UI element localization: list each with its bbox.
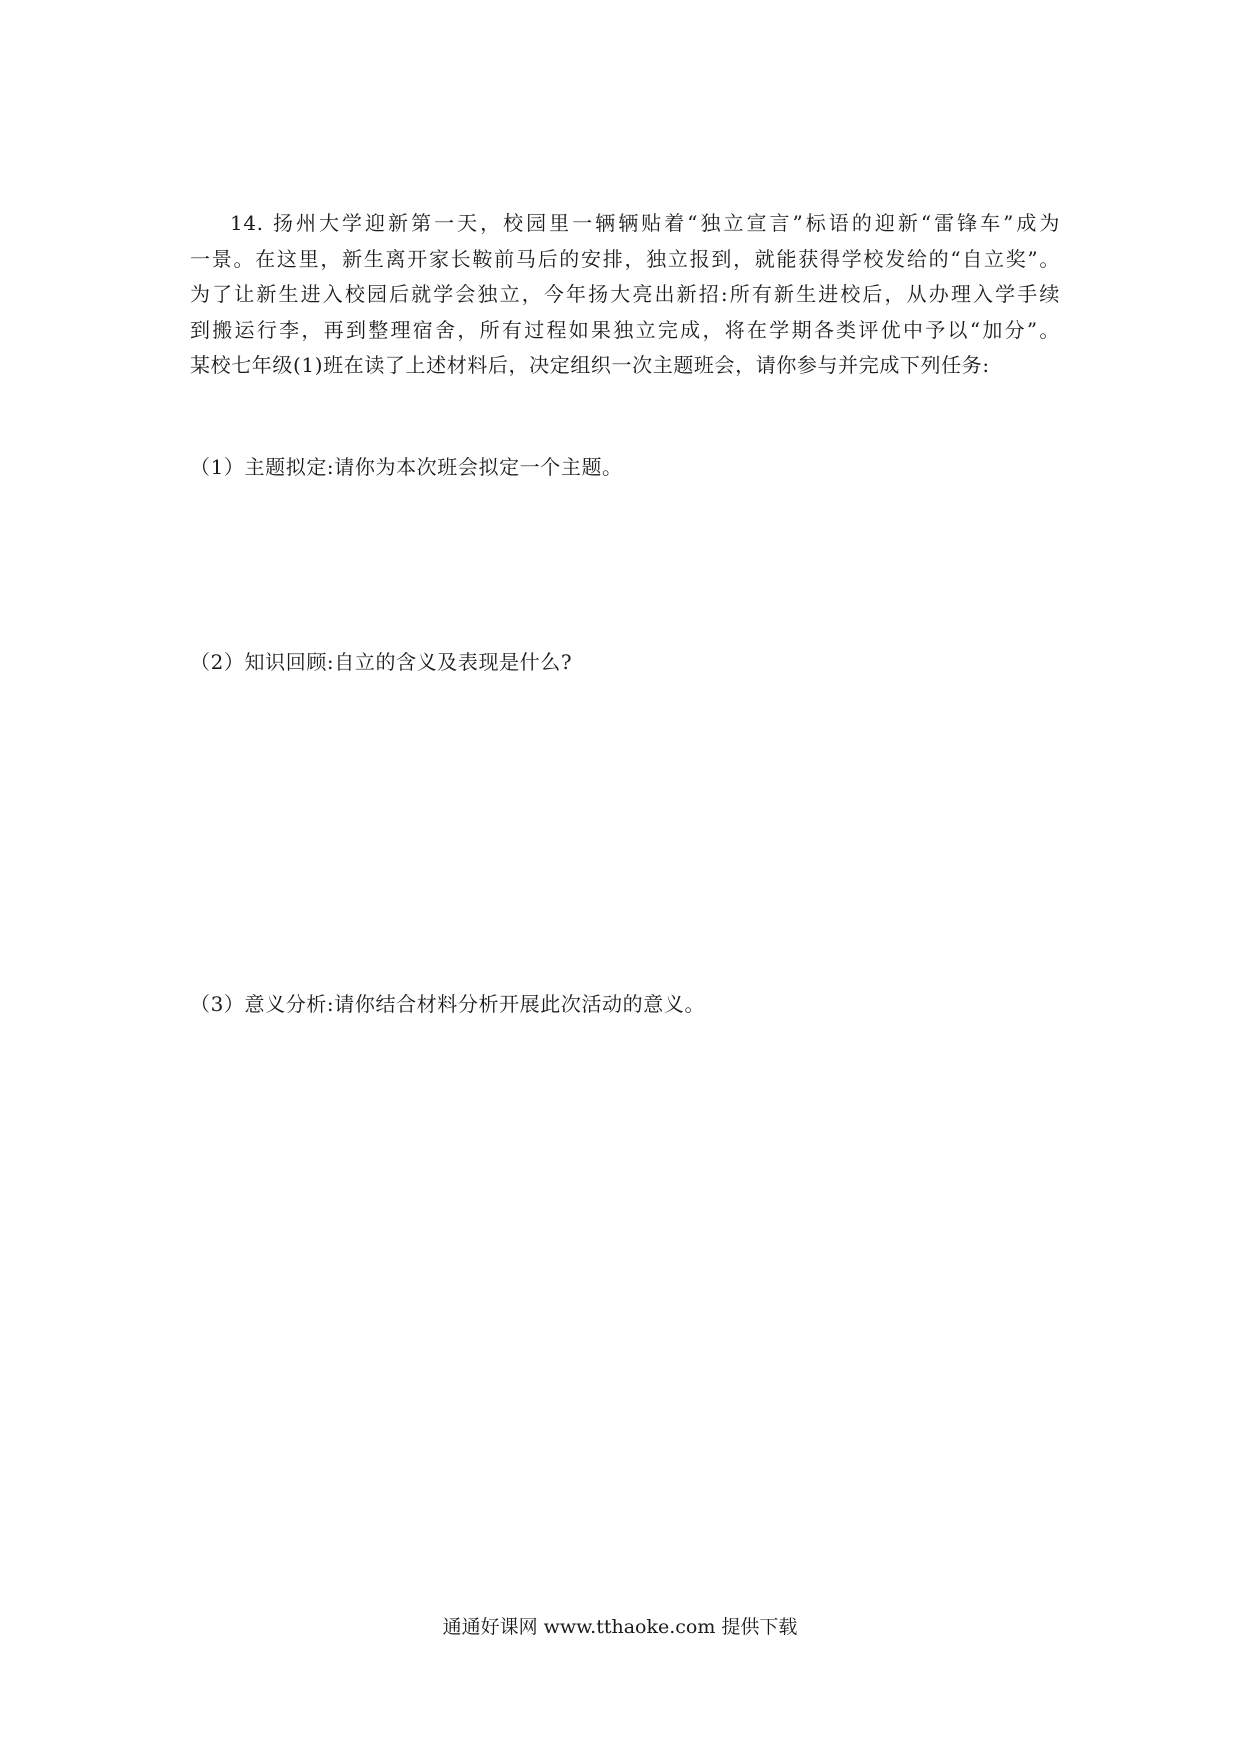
sub-question-1: （1）主题拟定:请你为本次班会拟定一个主题。 — [190, 455, 623, 479]
sub-question-3: （3）意义分析:请你结合材料分析开展此次活动的意义。 — [190, 992, 706, 1016]
material-line: 为了让新生进入校园后就学会独立，今年扬大亮出新招:所有新生进校后，从办理入学手续 — [190, 282, 1060, 307]
question-14-material — [190, 206, 1060, 384]
sub-question-2: （2）知识回顾:自立的含义及表现是什么? — [190, 650, 573, 674]
material-line: 某校七年级(1)班在读了上述材料后，决定组织一次主题班会，请你参与并完成下列任务: — [190, 353, 990, 378]
page-footer: 通通好课网 www.tthaoke.com 提供下载 — [442, 1616, 798, 1638]
material-line: 到搬运行李，再到整理宿舍，所有过程如果独立完成，将在学期各类评优中予以“加分”。 — [190, 317, 1060, 342]
material-line: 一景。在这里，新生离开家长鞍前马后的安排，独立报到，就能获得学校发给的“自立奖”。 — [190, 246, 1060, 271]
material-line: 14. 扬州大学迎新第一天，校园里一辆辆贴着“独立宣言”标语的迎新“雷锋车”成为 — [230, 211, 1060, 235]
